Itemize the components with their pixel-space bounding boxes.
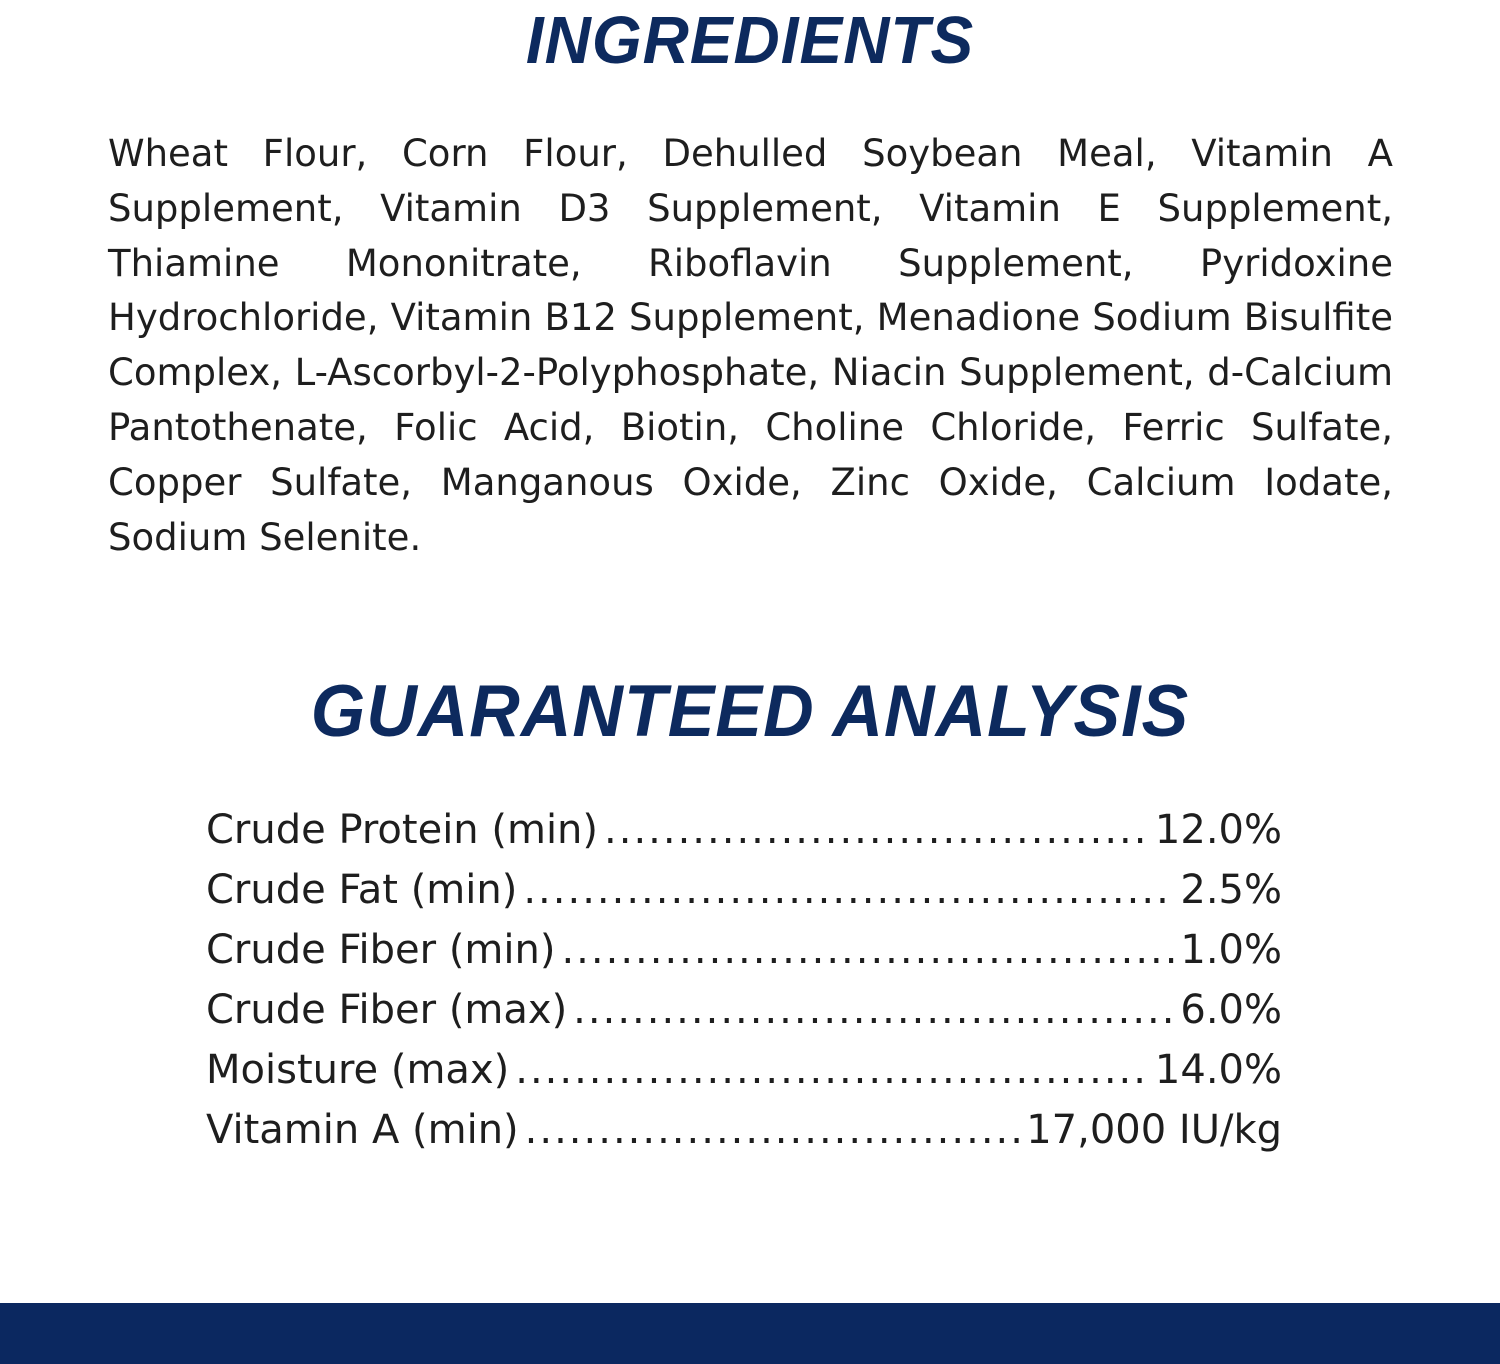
analysis-row-crude-fat [206,860,1282,920]
analysis-label: Crude Fat (min) [206,867,518,913]
dot-leader [515,1040,1149,1100]
analysis-value: 6.0% [1180,987,1282,1033]
analysis-label: Crude Fiber (min) [206,927,556,973]
dot-leader [573,980,1174,1040]
analysis-value: 2.5% [1180,867,1282,913]
dot-leader [561,920,1174,980]
analysis-value: 12.0% [1154,807,1282,853]
analysis-row-crude-fiber-max [206,980,1282,1040]
analysis-label: Moisture (max) [206,1047,510,1093]
ingredients-list: Wheat Flour, Corn Flour, Dehulled Soybean Meal, Vitamin A Supplement, Vitamin D3 Supplement, Vitamin E Supplement, Thiamine Mononitrate, Riboflavin Supplement, Pyridoxine Hydrochloride, Vitamin B12 Supplement, Menadione Sodium Bisulfite Complex, L-Ascorbyl-2-Polyphosphate, Niacin Supplement, d-Calcium Pantothenate, Folic Acid, Biotin, Choline Chloride, Ferric Sulfate, Copper Sulfate, Manganous Oxide, Zinc Oxide, Calcium Iodate, Sodium Selenite. [108,132,1393,559]
dot-leader [525,1100,1021,1160]
analysis-value: 17,000 IU/kg [1026,1107,1282,1153]
analysis-value: 14.0% [1154,1047,1282,1093]
analysis-label: Vitamin A (min) [206,1107,519,1153]
analysis-value: 1.0% [1180,927,1282,973]
analysis-label: Crude Fiber (max) [206,987,568,1033]
analysis-row-moisture [206,1040,1282,1100]
dot-leader [604,800,1149,860]
analysis-row-crude-protein [206,800,1282,860]
footer-band [0,1303,1500,1364]
ingredients-heading: INGREDIENTS [525,2,975,78]
guaranteed-analysis-heading: GUARANTEED ANALYSIS [310,670,1190,752]
analysis-label: Crude Protein (min) [206,807,599,853]
dot-leader [523,860,1174,920]
analysis-row-vitamin-a [206,1100,1282,1160]
guaranteed-analysis-table [206,800,1282,1160]
analysis-row-crude-fiber-min [206,920,1282,980]
